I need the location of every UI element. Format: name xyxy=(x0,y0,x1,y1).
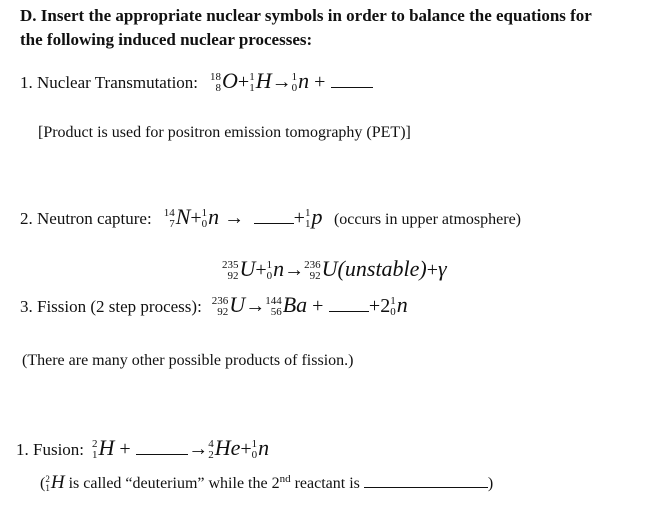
neutron-symbol: 1 0 n xyxy=(266,256,285,282)
q3-label: 3. Fission (2 step process): xyxy=(20,297,202,316)
q3-step-1: 235 92 U+ 1 0 n→ 236 92 U(unstable)+γ xyxy=(222,256,447,282)
q2-equation: 14 7 N+ 1 0 n → + 1 1 p xyxy=(163,204,323,230)
instructions-line-2: the following induced nuclear processes: xyxy=(20,30,313,49)
question-4 xyxy=(16,435,269,461)
q2-label: 2. Neutron capture: xyxy=(20,209,152,228)
uranium-236-symbol: 236 92 U(unstable) xyxy=(304,256,427,282)
question-3 xyxy=(20,292,408,318)
uranium-235-symbol: 235 92 U xyxy=(222,256,256,282)
q2-note: (occurs in upper atmosphere) xyxy=(333,211,521,228)
question-2 xyxy=(20,204,521,230)
q3-note: (There are many other possible products of fission.) xyxy=(22,352,354,369)
proton-symbol: 1 1 p xyxy=(304,204,323,230)
q1-label: 1. Nuclear Transmutation: xyxy=(20,73,199,92)
neutron-symbol: 1 0 n xyxy=(291,68,310,94)
q1-answer-blank[interactable] xyxy=(331,73,373,88)
question-1 xyxy=(20,68,373,94)
q1-equation: 18 8 O+ 1 1 H→ 1 0 n + xyxy=(210,68,373,93)
q4-reactant-blank[interactable] xyxy=(364,473,488,488)
q4-label: 1. Fusion: xyxy=(16,440,85,459)
barium-144-symbol: 144 56 Ba xyxy=(265,292,308,318)
q4-answer-blank[interactable] xyxy=(136,440,188,455)
deuterium-symbol: 2 1 H xyxy=(92,435,115,461)
gamma-symbol: γ xyxy=(438,256,447,281)
oxygen-18-symbol: 18 8 O xyxy=(210,68,238,94)
neutron-symbol: 1 0 n xyxy=(390,292,408,318)
q4-equation: 2 1 H + → 4 2 He+ 1 0 n xyxy=(92,435,270,461)
uranium-236-symbol: 236 92 U xyxy=(211,292,246,318)
instructions-line-1: D. Insert the appropriate nuclear symbols in order to balance the equations for xyxy=(20,6,592,25)
nitrogen-14-symbol: 14 7 N xyxy=(163,204,191,230)
q3-step-2: 236 92 U→ 144 56 Ba + +2 1 0 n xyxy=(211,292,408,318)
helium-4-symbol: 4 2 He xyxy=(208,435,241,461)
deuterium-symbol: 2 1 H xyxy=(45,472,65,493)
hydrogen-1-symbol: 1 1 H xyxy=(249,68,272,94)
q1-note: [Product is used for positron emission tomography (PET)] xyxy=(38,124,411,141)
q2-answer-blank[interactable] xyxy=(254,209,294,224)
q4-note: ( 2 1 H is called “deuterium” while the 2nd reactant is ) xyxy=(40,472,494,493)
neutron-symbol: 1 0 n xyxy=(251,435,270,461)
q3-answer-blank[interactable] xyxy=(329,297,369,312)
neutron-symbol: 1 0 n xyxy=(201,204,220,230)
